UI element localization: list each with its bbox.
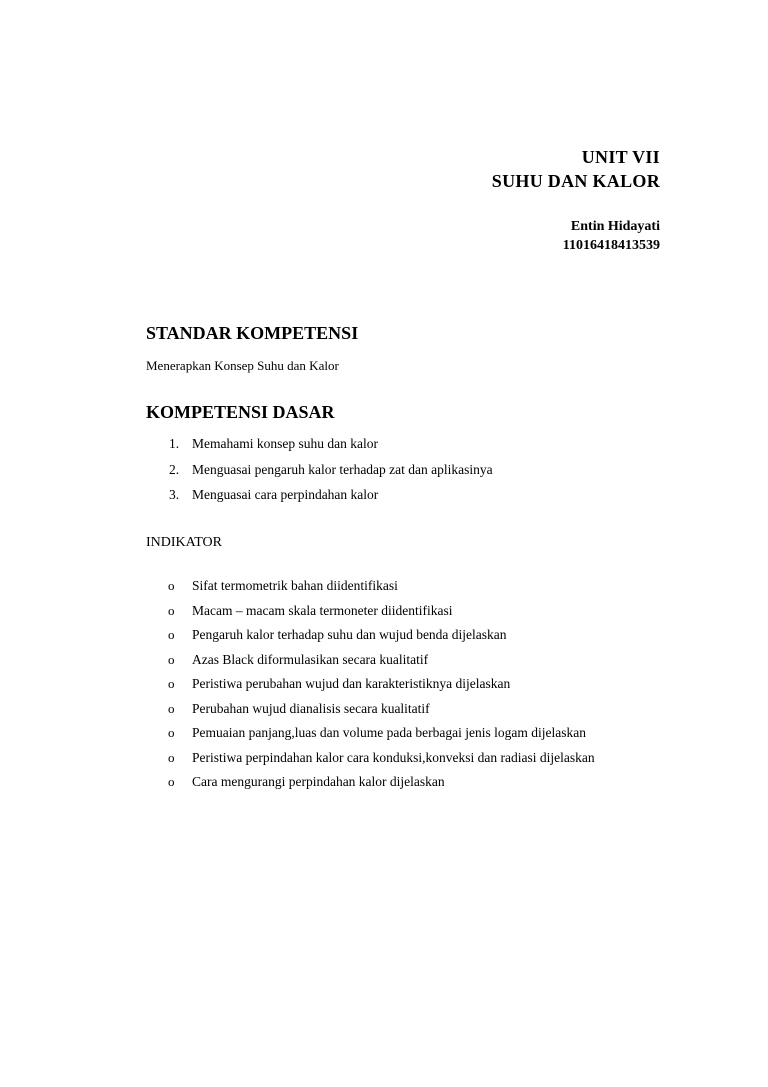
list-item: [146, 461, 493, 487]
item-number: 3.: [169, 487, 180, 502]
bullet-icon: o: [168, 676, 175, 691]
item-text: Menguasai cara perpindahan kalor: [192, 487, 379, 502]
kompetensi-dasar-heading: KOMPETENSI DASAR: [146, 402, 335, 422]
item-number: 2.: [169, 461, 180, 477]
item-text: Menguasai pengaruh kalor terhadap zat dan aplikasinya: [192, 461, 493, 477]
list-item: [146, 700, 595, 725]
standar-heading: STANDAR KOMPETENSI: [146, 323, 359, 343]
list-item: [146, 435, 493, 461]
item-text: Peristiwa perubahan wujud dan karakteristiknya dijelaskan: [192, 676, 511, 691]
indikator-heading: INDIKATOR: [146, 535, 222, 550]
item-text: Perubahan wujud dianalisis secara kualitatif: [192, 700, 430, 716]
unit-subtitle: SUHU DAN KALOR: [491, 171, 660, 191]
item-text: Macam – macam skala termoneter diidentifikasi: [192, 602, 453, 618]
standar-text: Menerapkan Konsep Suhu dan Kalor: [146, 358, 339, 373]
list-item: [146, 724, 595, 749]
list-item: [146, 486, 493, 512]
author-block: [563, 217, 660, 255]
list-item: [146, 773, 595, 798]
item-text: Pengaruh kalor terhadap suhu dan wujud benda dijelaskan: [192, 627, 507, 642]
item-text: Pemuaian panjang,luas dan volume pada berbagai jenis logam dijelaskan: [192, 725, 587, 740]
author-id: 11016418413539: [562, 238, 660, 253]
item-text: Memahami konsep suhu dan kalor: [192, 436, 378, 451]
item-text: Cara mengurangi perpindahan kalor dijelaskan: [192, 774, 445, 789]
unit-header: [492, 145, 660, 193]
list-item: [146, 602, 595, 627]
list-item: [146, 749, 595, 774]
unit-title: UNIT VII: [581, 147, 660, 167]
list-item: [146, 675, 595, 700]
item-text: Azas Black diformulasikan secara kualitatif: [192, 651, 429, 667]
list-item: [146, 651, 595, 676]
bullet-icon: o: [168, 578, 175, 593]
kompetensi-dasar-list: [146, 435, 493, 512]
list-item: [146, 626, 595, 651]
bullet-icon: o: [168, 774, 175, 789]
bullet-icon: o: [168, 749, 175, 765]
bullet-icon: o: [168, 725, 175, 740]
item-number: 1.: [169, 436, 180, 451]
bullet-icon: o: [168, 602, 175, 618]
indikator-list: [146, 577, 595, 798]
item-text: Peristiwa perpindahan kalor cara konduksi,konveksi dan radiasi dijelaskan: [192, 749, 595, 765]
item-text: Sifat termometrik bahan diidentifikasi: [192, 578, 398, 593]
bullet-icon: o: [168, 651, 175, 667]
list-item: [146, 577, 595, 602]
bullet-icon: o: [168, 627, 175, 642]
bullet-icon: o: [168, 700, 175, 716]
author-name: Entin Hidayati: [570, 219, 660, 234]
